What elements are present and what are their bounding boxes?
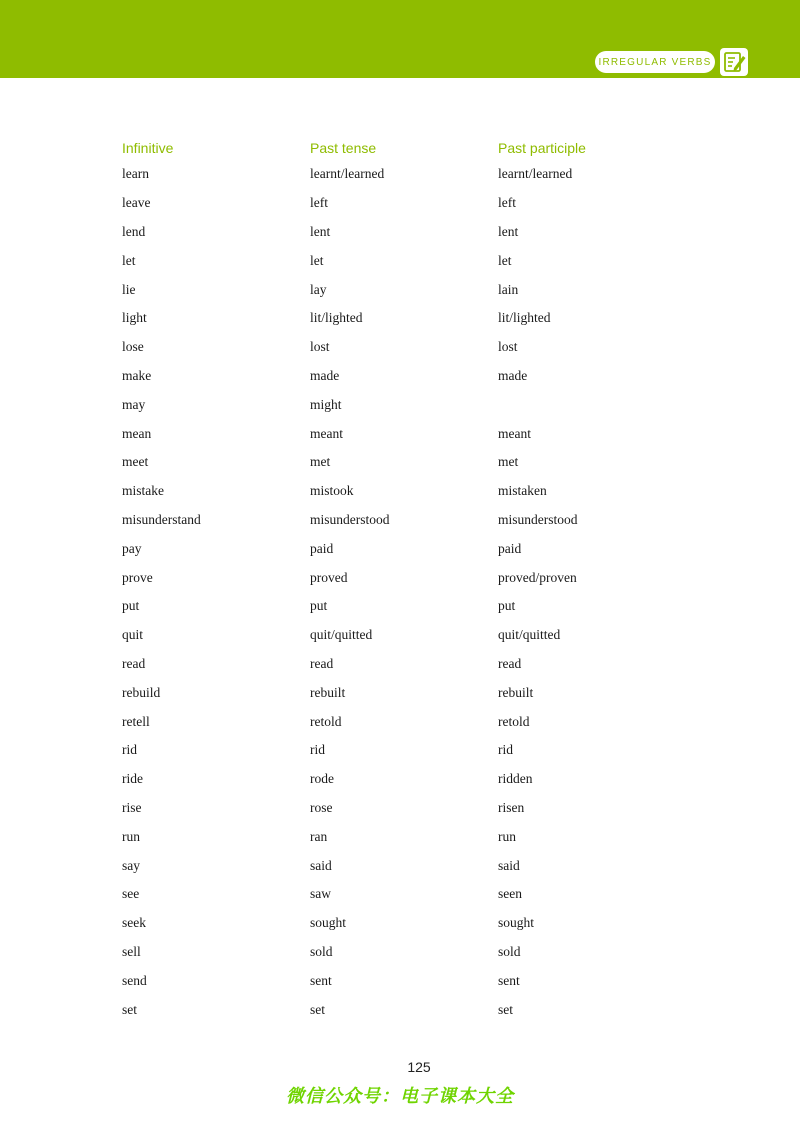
cell-past-tense: paid [310, 540, 334, 556]
cell-infinitive: pay [122, 540, 142, 556]
cell-past-tense: lost [310, 339, 330, 355]
cell-past-participle: quit/quitted [498, 627, 561, 643]
cell-infinitive: read [122, 655, 146, 671]
cell-past-tense: rose [310, 799, 333, 815]
cell-infinitive: may [122, 396, 146, 412]
cell-past-tense: put [310, 598, 328, 614]
table-row [122, 218, 682, 247]
section-label: IRREGULAR VERBS [595, 51, 715, 73]
cell-infinitive: run [122, 828, 140, 844]
cell-infinitive: make [122, 367, 152, 383]
table-row [122, 506, 682, 535]
cell-past-tense: made [310, 367, 340, 383]
cell-past-participle: ridden [498, 771, 533, 787]
cell-infinitive: seek [122, 915, 146, 931]
cell-past-participle: sent [498, 972, 520, 988]
cell-past-participle: lent [498, 223, 519, 239]
cell-past-tense: learnt/learned [310, 166, 385, 182]
cell-infinitive: lose [122, 339, 144, 355]
cell-past-participle: retold [498, 713, 530, 729]
table-row [122, 534, 682, 563]
cell-infinitive: misunderstand [122, 511, 201, 527]
cell-past-tense: rode [310, 771, 334, 787]
cell-past-participle: said [498, 857, 520, 873]
table-row [122, 592, 682, 621]
cell-past-participle: made [498, 367, 528, 383]
cell-infinitive: leave [122, 195, 151, 211]
cell-infinitive: rebuild [122, 684, 161, 700]
table-row [122, 909, 682, 938]
table-row [122, 189, 682, 218]
table-row [122, 736, 682, 765]
table-row [122, 563, 682, 592]
cell-past-participle: lit/lighted [498, 310, 551, 326]
irregular-verbs-table [122, 136, 682, 1024]
cell-past-participle: misunderstood [498, 511, 578, 527]
cell-infinitive: lie [122, 281, 136, 297]
cell-past-participle: let [498, 252, 512, 268]
cell-past-tense: rid [310, 742, 325, 758]
table-row [122, 822, 682, 851]
table-row [122, 390, 682, 419]
cell-infinitive: see [122, 886, 140, 902]
cell-infinitive: set [122, 1001, 137, 1017]
cell-infinitive: lend [122, 223, 146, 239]
table-row [122, 246, 682, 275]
watermark-text: 微信公众号：电子课本大全 [286, 1086, 514, 1107]
table-row [122, 794, 682, 823]
cell-past-tense: read [310, 655, 334, 671]
cell-past-tense: met [310, 454, 331, 470]
cell-past-participle: proved/proven [498, 569, 577, 585]
table-row [122, 362, 682, 391]
table-row [122, 477, 682, 506]
cell-past-participle: seen [498, 886, 522, 902]
table-row [122, 851, 682, 880]
cell-past-tense: ran [310, 828, 328, 844]
cell-past-participle: met [498, 454, 519, 470]
cell-past-tense: lit/lighted [310, 310, 363, 326]
table-row [122, 650, 682, 679]
cell-past-tense: saw [310, 886, 331, 902]
table-row [122, 621, 682, 650]
table-row [122, 160, 682, 189]
column-header-infinitive: Infinitive [122, 140, 174, 156]
cell-infinitive: rid [122, 742, 137, 758]
cell-past-tense: sought [310, 915, 347, 931]
cell-infinitive: sell [122, 943, 141, 959]
table-row [122, 419, 682, 448]
cell-infinitive: rise [122, 799, 142, 815]
cell-infinitive: put [122, 598, 140, 614]
cell-infinitive: learn [122, 166, 149, 182]
cell-past-tense: set [310, 1001, 325, 1017]
table-row [122, 880, 682, 909]
cell-past-participle: put [498, 598, 516, 614]
cell-infinitive: meet [122, 454, 149, 470]
cell-past-tense: might [310, 396, 342, 412]
cell-past-tense: meant [310, 425, 343, 441]
cell-past-tense: mistook [310, 483, 354, 499]
cell-past-participle [498, 390, 682, 419]
table-row [122, 333, 682, 362]
cell-past-tense: left [310, 195, 328, 211]
cell-past-participle: rid [498, 742, 513, 758]
table-row [122, 995, 682, 1024]
cell-infinitive: retell [122, 713, 150, 729]
table-row [122, 707, 682, 736]
cell-infinitive: say [122, 857, 140, 873]
cell-past-tense: lay [310, 281, 327, 297]
cell-past-tense: sent [310, 972, 332, 988]
cell-infinitive: mean [122, 425, 152, 441]
cell-past-participle: sold [498, 943, 521, 959]
cell-past-participle: set [498, 1001, 513, 1017]
cell-past-participle: risen [498, 799, 525, 815]
cell-past-tense: misunderstood [310, 511, 390, 527]
cell-past-tense: quit/quitted [310, 627, 373, 643]
cell-past-tense: sold [310, 943, 333, 959]
cell-past-participle: sought [498, 915, 535, 931]
table-row [122, 678, 682, 707]
cell-past-tense: proved [310, 569, 348, 585]
column-header-past-tense: Past tense [310, 140, 377, 156]
table-row [122, 304, 682, 333]
cell-past-tense: retold [310, 713, 342, 729]
cell-past-participle: read [498, 655, 522, 671]
cell-past-participle: left [498, 195, 516, 211]
cell-infinitive: send [122, 972, 147, 988]
page-number: 125 [407, 1059, 431, 1075]
cell-past-participle: meant [498, 425, 531, 441]
cell-past-participle: rebuilt [498, 684, 534, 700]
table-row [122, 966, 682, 995]
cell-past-participle: run [498, 828, 516, 844]
notes-edit-icon [720, 48, 748, 76]
table-header-row [122, 136, 682, 160]
cell-infinitive: quit [122, 627, 144, 643]
table-row [122, 275, 682, 304]
cell-infinitive: light [122, 310, 147, 326]
cell-past-participle: lain [498, 281, 519, 297]
cell-infinitive: let [122, 252, 136, 268]
table-body [122, 160, 682, 1024]
table-row [122, 765, 682, 794]
cell-past-participle: lost [498, 339, 518, 355]
cell-past-tense: let [310, 252, 324, 268]
table-row [122, 938, 682, 967]
column-header-past-participle: Past participle [498, 140, 586, 156]
cell-infinitive: mistake [122, 483, 164, 499]
cell-past-tense: said [310, 857, 332, 873]
cell-past-participle: learnt/learned [498, 166, 573, 182]
table-row [122, 448, 682, 477]
cell-infinitive: prove [122, 569, 153, 585]
cell-infinitive: ride [122, 771, 143, 787]
cell-past-tense: rebuilt [310, 684, 346, 700]
cell-past-participle: paid [498, 540, 522, 556]
cell-past-participle: mistaken [498, 483, 547, 499]
cell-past-tense: lent [310, 223, 331, 239]
